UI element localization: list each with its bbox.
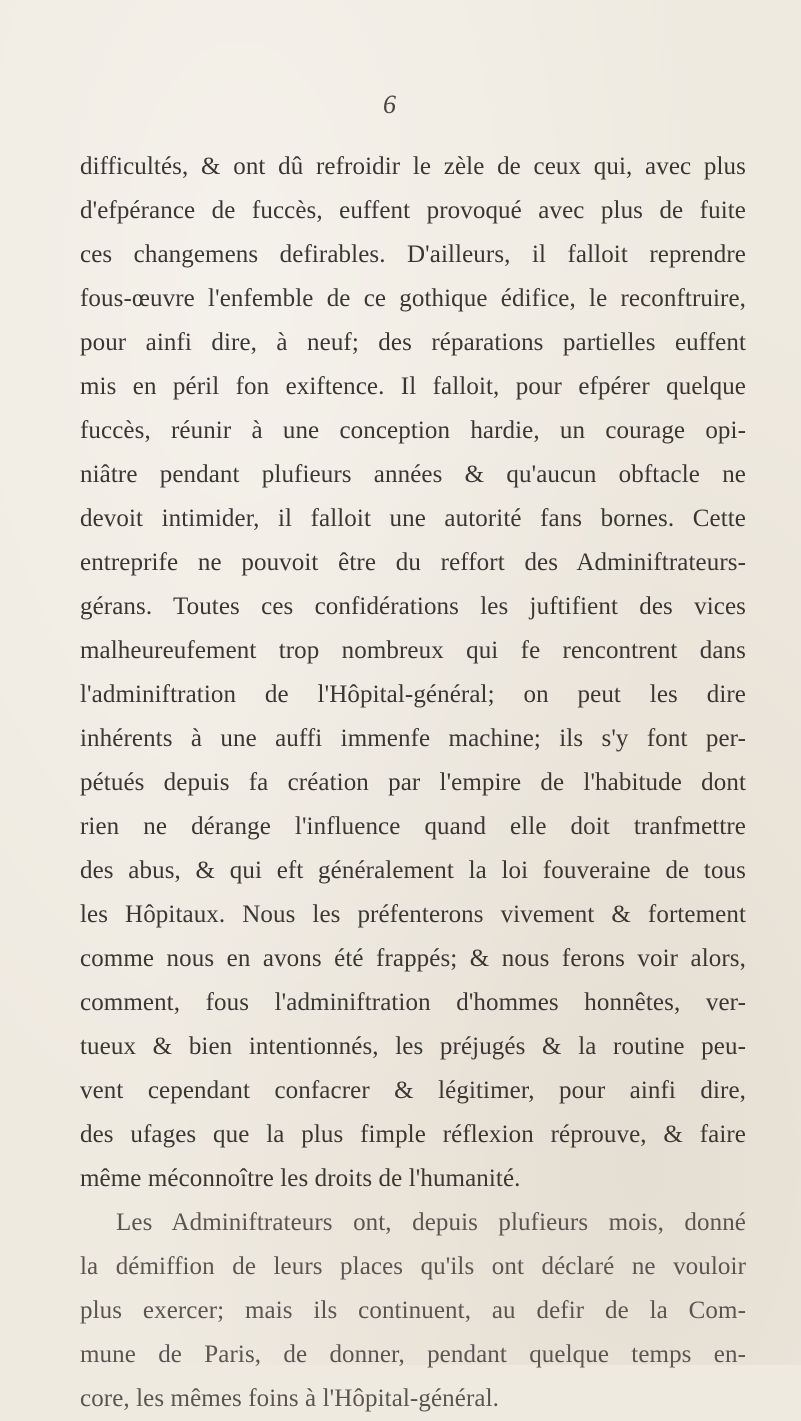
text-line: malheureufement trop nombreux qui fe rencontrent dans (80, 637, 746, 664)
page-number: 6 (383, 90, 396, 119)
text-line: ces changemens defirables. D'ailleurs, il falloit reprendre (80, 241, 746, 268)
text-line: core, les mêmes foins à l'Hôpital-général. (80, 1385, 499, 1412)
text-line: niâtre pendant plufieurs années & qu'aucun obftacle ne (80, 461, 746, 488)
text-line: comme nous en avons été frappés; & nous ferons voir alors, (80, 945, 746, 972)
text-line: difficultés, & ont dû refroidir le zèle de ceux qui, avec plus (80, 153, 746, 180)
text-line: pétués depuis fa création par l'empire de l'habitude dont (80, 769, 746, 796)
text-line: gérans. Toutes ces confidérations les juftifient des vices (80, 593, 746, 620)
text-line: la démiffion de leurs places qu'ils ont déclaré ne vouloir (80, 1253, 746, 1280)
text-line: fous-œuvre l'enfemble de ce gothique édifice, le reconftruire, (80, 285, 746, 312)
text-line: pour ainfi dire, à neuf; des réparations partielles euffent (80, 329, 746, 356)
text-line: même méconnoître les droits de l'humanité. (80, 1165, 521, 1192)
text-line: Les Adminiftrateurs ont, depuis plufieurs mois, donné (116, 1209, 746, 1236)
text-line: plus exercer; mais ils continuent, au defir de la Com- (80, 1297, 746, 1324)
text-line: l'adminiftration de l'Hôpital-général; on peut les dire (80, 681, 746, 708)
text-line: d'efpérance de fuccès, euffent provoqué avec plus de fuite (80, 197, 746, 224)
text-line: les Hôpitaux. Nous les préfenterons vivement & fortement (80, 901, 746, 928)
text-line: inhérents à une auffi immenfe machine; ils s'y font per- (80, 725, 746, 752)
text-line: vent cependant confacrer & légitimer, pour ainfi dire, (80, 1077, 746, 1104)
text-line: entreprife ne pouvoit être du reffort des Adminiftrateurs- (80, 549, 746, 576)
text-line: des abus, & qui eft généralement la loi fouveraine de tous (80, 857, 746, 884)
body-text (80, 145, 746, 1421)
text-line: rien ne dérange l'influence quand elle doit tranfmettre (80, 813, 746, 840)
text-line: fuccès, réunir à une conception hardie, un courage opi- (80, 417, 746, 444)
text-line: mune de Paris, de donner, pendant quelque temps en- (80, 1341, 746, 1368)
text-line: devoit intimider, il falloit une autorité fans bornes. Cette (80, 505, 746, 532)
text-line: des ufages que la plus fimple réflexion réprouve, & faire (80, 1121, 746, 1148)
text-line: comment, fous l'adminiftration d'hommes honnêtes, ver- (80, 989, 746, 1016)
text-line: tueux & bien intentionnés, les préjugés & la routine peu- (80, 1033, 746, 1060)
text-line: mis en péril fon exiftence. Il falloit, pour efpérer quelque (80, 373, 746, 400)
